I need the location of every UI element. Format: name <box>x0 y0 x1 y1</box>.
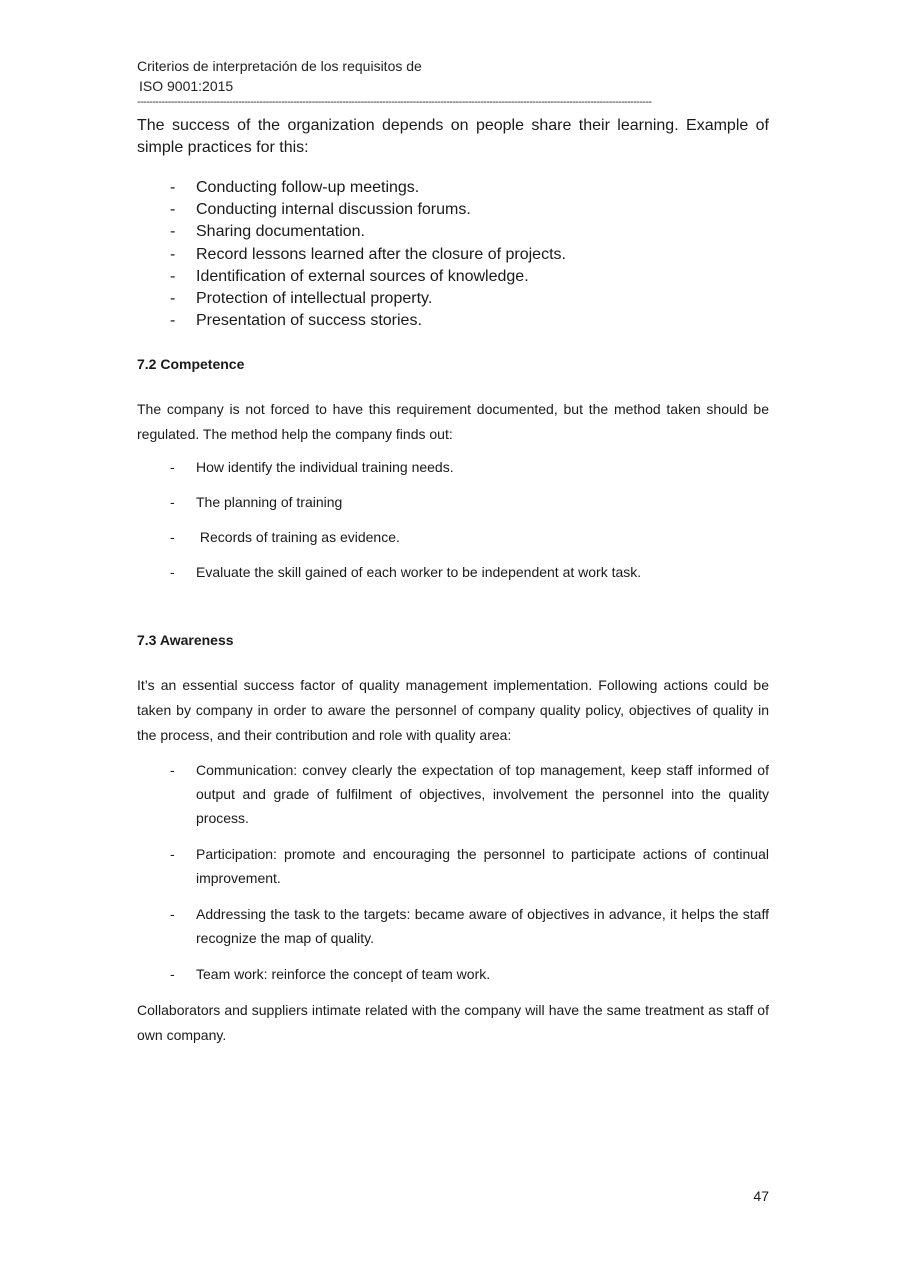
list-item: - How identify the individual training needs. <box>170 459 454 476</box>
running-header <box>137 56 769 96</box>
list-dash: - <box>170 201 176 219</box>
competence-list <box>137 457 769 582</box>
header-standard: ISO 9001:2015 <box>139 78 234 94</box>
list-dash: - <box>170 223 176 241</box>
list-dash: - <box>170 179 176 196</box>
knowledge-practices-list <box>137 177 769 332</box>
header-divider: ------------------------------------------------------------------------------------------------------------------------------------------------------------------------ <box>137 97 652 107</box>
list-item: - Identification of external sources of knowledge. <box>137 266 769 288</box>
header-title: Criterios de interpretación de los requisitos de <box>137 58 422 74</box>
list-item: - Addressing the task to the targets: became aware of objectives in advance, it helps the staff recognize the map of quality. <box>137 902 769 950</box>
list-dash: - <box>170 245 176 263</box>
list-dash: - <box>170 459 175 476</box>
list-item: - Record lessons learned after the closure of projects. <box>137 244 769 266</box>
awareness-list <box>137 758 769 986</box>
list-item: - Evaluate the skill gained of each worker to be independent at work task. <box>170 564 642 581</box>
list-dash: - <box>170 966 175 983</box>
awareness-closing-paragraph: Collaborators and suppliers intimate related with the company will have the same treatment as staff of own company. <box>137 1002 769 1044</box>
list-item: - Protection of intellectual property. <box>137 288 769 310</box>
list-item: - Communication: convey clearly the expectation of top management, keep staff informed of output and grade of fulfilment of objectives, involvement the personnel into the quality process. <box>137 758 769 830</box>
list-dash: - <box>170 267 176 285</box>
page-content <box>137 115 769 1058</box>
competence-paragraph: The company is not forced to have this requirement documented, but the method taken should be regulated. The method help the company finds out: <box>137 401 769 443</box>
awareness-paragraph: It’s an essential success factor of quality management implementation. Following actions could be taken by company in order to aware the personnel of company quality policy, objectives of quality in the process, and their contribution and role with quality area: <box>137 677 769 744</box>
list-dash: - <box>170 312 176 330</box>
page-number: 47 <box>753 1188 769 1204</box>
list-item: - Participation: promote and encouraging the personnel to participate actions of continual improvement. <box>137 842 769 890</box>
list-dash: - <box>170 494 175 511</box>
list-dash: - <box>170 906 175 923</box>
list-item: - Records of training as evidence. <box>170 529 400 546</box>
section-heading-awareness: 7.3 Awareness <box>137 632 234 649</box>
list-item: - Sharing documentation. <box>137 221 769 243</box>
list-item: - Team work: reinforce the concept of team work. <box>137 962 769 986</box>
list-item: - Conducting follow-up meetings. <box>137 177 769 199</box>
list-dash: - <box>170 529 175 546</box>
list-dash: - <box>170 762 175 779</box>
list-dash: - <box>170 564 175 581</box>
list-item: - Conducting internal discussion forums. <box>137 199 769 221</box>
section-heading-competence: 7.2 Competence <box>137 356 245 373</box>
intro-paragraph: The success of the organization depends on people share their learning. Example of simple practices for this: <box>137 117 769 156</box>
list-item: - The planning of training <box>170 494 343 511</box>
list-item: - Presentation of success stories. <box>137 310 769 332</box>
list-dash: - <box>170 290 176 308</box>
list-dash: - <box>170 846 175 863</box>
